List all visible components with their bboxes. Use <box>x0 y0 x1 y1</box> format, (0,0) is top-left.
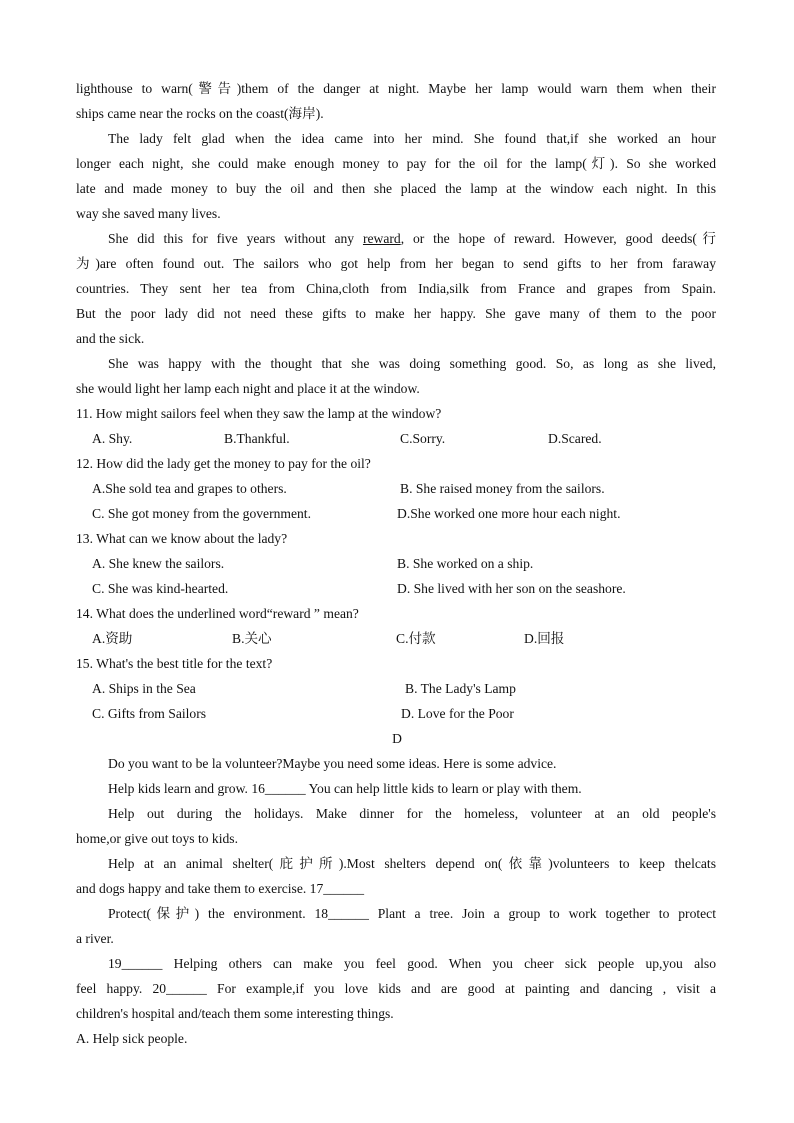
passage-line <box>108 226 716 251</box>
passage-line: feel happy. 20______ For example,if you love kids and are good at painting and dancing , visit a <box>76 981 716 996</box>
question-stem: 11. How might sailors feel when they saw the lamp at the window? <box>76 406 442 421</box>
passage-line: She was happy with the thought that she was doing something good. So, as long as she lived, <box>108 356 716 371</box>
option-d[interactable]: D.回报 <box>524 631 565 646</box>
passage-line: way she saved many lives. <box>76 206 221 221</box>
passage-line: lighthouse to warn(警告)them of the danger at night. Maybe her lamp would warn them when their <box>76 81 716 96</box>
section-heading: D <box>392 731 402 746</box>
passage-line: Help at an animal shelter(庇护所).Most shelters depend on(依靠)volunteers to keep thelcats <box>108 856 716 871</box>
option-b[interactable]: B. She worked on a ship. <box>397 556 534 571</box>
passage-line: longer each night, she could make enough money to pay for the oil for the lamp(灯). So she worked <box>76 156 716 171</box>
option-d[interactable]: D.She worked one more hour each night. <box>397 506 621 521</box>
question-stem: 15. What's the best title for the text? <box>76 656 273 671</box>
underlined-word-reward: reward <box>362 231 401 246</box>
passage-line: home,or give out toys to kids. <box>76 831 238 846</box>
passage-line: 为)are often found out. The sailors who got help from her began to send gifts to her from faraway <box>76 256 716 271</box>
option-d[interactable]: D.Scared. <box>548 431 602 446</box>
passage-line: Help kids learn and grow. 16______ You can help little kids to learn or play with them. <box>108 781 582 796</box>
option-b[interactable]: B. She raised money from the sailors. <box>400 481 605 496</box>
option-b[interactable]: B. The Lady's Lamp <box>405 681 516 696</box>
passage-line: children's hospital and/teach them some interesting things. <box>76 1006 394 1021</box>
passage-line: 19______ Helping others can make you feel good. When you cheer sick people up,you also <box>108 956 716 971</box>
passage-line: late and made money to buy the oil and then she placed the lamp at the window each night. In this <box>76 181 716 196</box>
passage-line: Protect(保护) the environment. 18______ Plant a tree. Join a group to work together to protect <box>108 906 716 921</box>
option-c[interactable]: C. Gifts from Sailors <box>92 706 207 721</box>
option-d[interactable]: D. Love for the Poor <box>401 706 514 721</box>
passage-line: countries. They sent her tea from China,cloth from India,silk from France and grapes from Spain. <box>76 281 716 296</box>
passage-line: But the poor lady did not need these gifts to make her happy. She gave many of them to the poor <box>76 306 716 321</box>
option-a[interactable]: A. Ships in the Sea <box>92 681 196 696</box>
option-d[interactable]: D. She lived with her son on the seashore. <box>397 581 626 596</box>
option-b[interactable]: B.关心 <box>232 631 272 646</box>
question-stem: 13. What can we know about the lady? <box>76 531 288 546</box>
option-a[interactable]: A. Shy. <box>92 431 133 446</box>
answer-option-a: A. Help sick people. <box>76 1031 188 1046</box>
option-a[interactable]: A.She sold tea and grapes to others. <box>92 481 287 496</box>
option-c[interactable]: C. She was kind-hearted. <box>92 581 229 596</box>
option-c[interactable]: C.付款 <box>396 631 436 646</box>
passage-line: ships came near the rocks on the coast(海岸). <box>76 106 324 121</box>
passage-line: she would light her lamp each night and place it at the window. <box>76 381 420 396</box>
passage-line: Help out during the holidays. Make dinner for the homeless, volunteer at an old people's <box>108 806 716 821</box>
option-c[interactable]: C. She got money from the government. <box>92 506 311 521</box>
question-stem: 12. How did the lady get the money to pay for the oil? <box>76 456 371 471</box>
passage-line: a river. <box>76 931 114 946</box>
passage-line: The lady felt glad when the idea came into her mind. She found that,if she worked an hour <box>108 131 716 146</box>
passage-line: and the sick. <box>76 331 145 346</box>
option-b[interactable]: B.Thankful. <box>224 431 290 446</box>
option-a[interactable]: A. She knew the sailors. <box>92 556 225 571</box>
passage-text: She did this for five years without any <box>108 231 363 246</box>
passage-text: , or the hope of reward. However, good deeds(行 <box>400 231 716 246</box>
option-c[interactable]: C.Sorry. <box>400 431 446 446</box>
question-stem: 14. What does the underlined word“reward ” mean? <box>76 606 359 621</box>
option-a[interactable]: A.资助 <box>92 631 133 646</box>
passage-line: Do you want to be la volunteer?Maybe you need some ideas. Here is some advice. <box>108 756 557 771</box>
passage-line: and dogs happy and take them to exercise. 17______ <box>76 881 365 896</box>
